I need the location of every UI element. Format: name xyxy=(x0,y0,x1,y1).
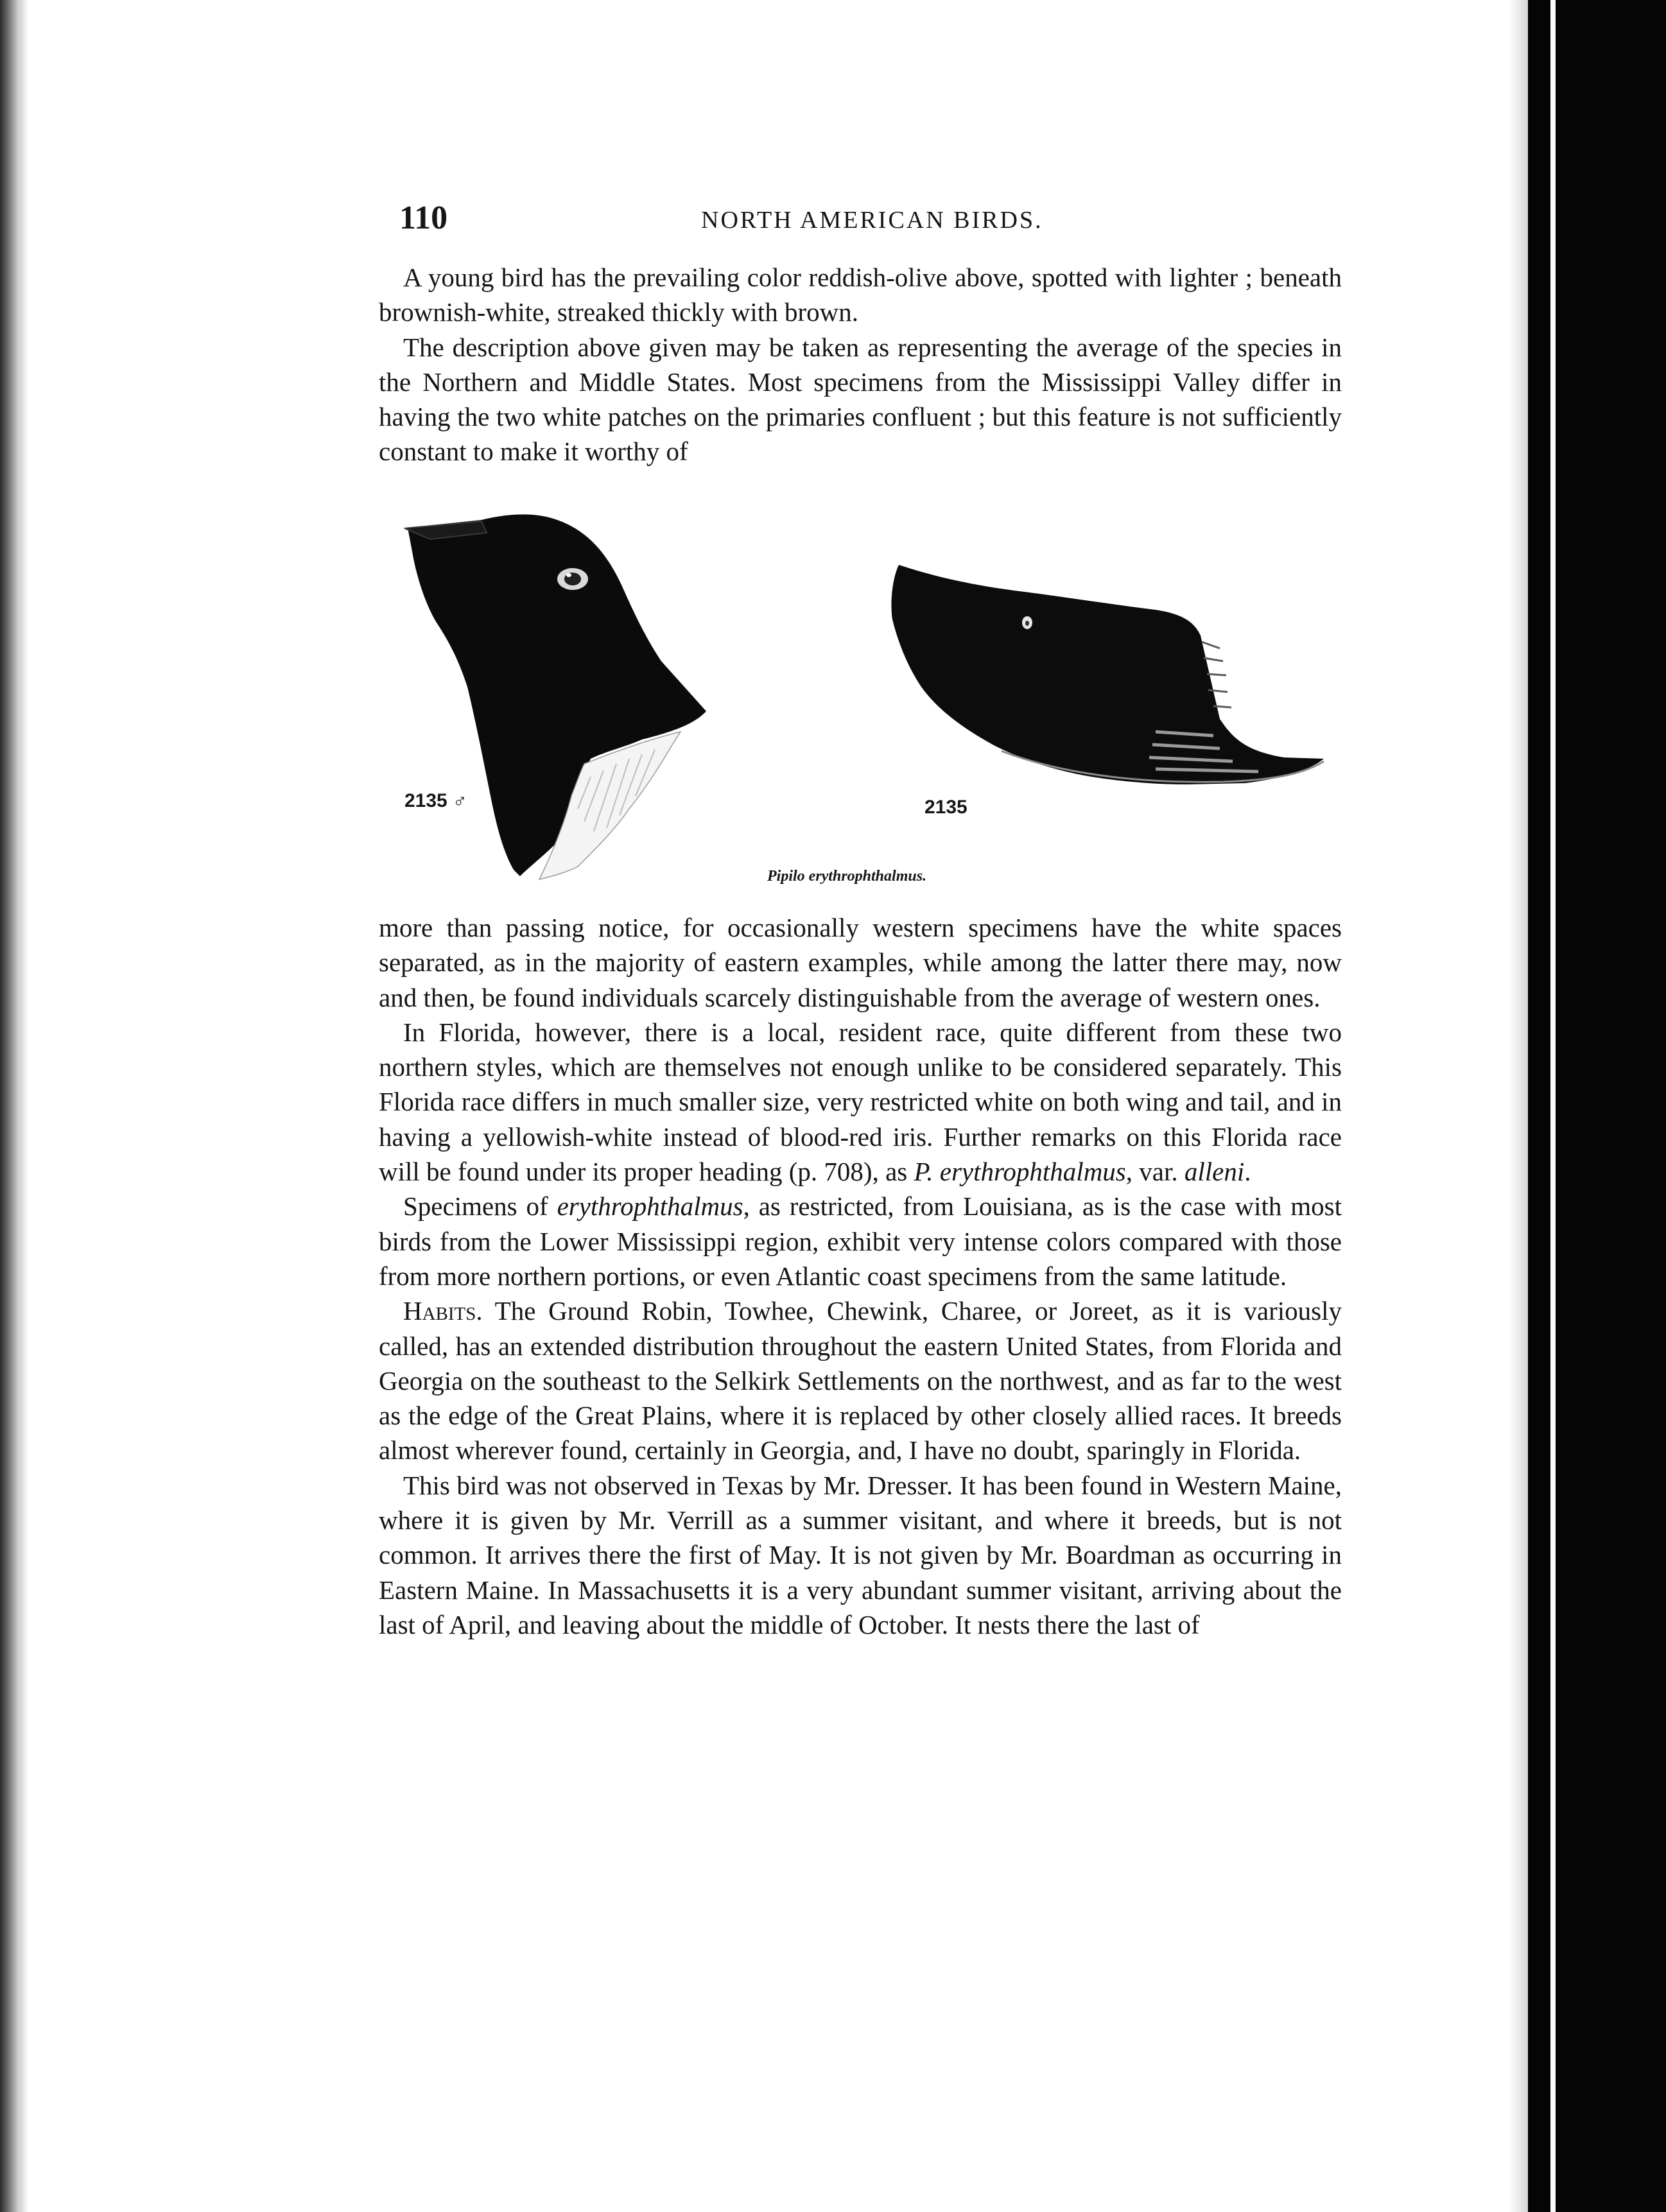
paragraph-florida xyxy=(379,1015,1342,1189)
scan-dark-margin xyxy=(1528,0,1666,2212)
scan-page-shadow xyxy=(1509,0,1528,2212)
paragraph-louisiana xyxy=(379,1189,1342,1293)
figure-number-right: 2135 xyxy=(924,797,967,818)
scan-binding-edge xyxy=(0,0,19,2212)
florida-species-name: P. erythrophthalmus xyxy=(914,1157,1126,1187)
male-head-illustration xyxy=(408,514,706,876)
louisiana-start: Specimens of xyxy=(403,1191,557,1222)
louisiana-text: , as restricted, from Louisiana, as is the case with most birds from the Lower Mississippi region, exhibit very intense colors compared with those from more northern portions, or even Atlantic coast specimens from the same latitude. xyxy=(379,1191,1342,1291)
paragraph-habits xyxy=(379,1293,1342,1467)
page-header xyxy=(399,193,1333,244)
scan-binding-shadow xyxy=(19,0,28,2212)
text-block-bottom xyxy=(379,910,1342,1642)
paragraph-young-bird: A young bird has the prevailing color reddish-olive above, spotted with lighter ; beneath brownish-white, streaked thickly with brown. xyxy=(379,263,1342,327)
habits-heading: Habits. xyxy=(403,1296,483,1326)
habits-text: The Ground Robin, Towhee, Chewink, Charee, or Joreet, as it is variously called, has an extended distribution throughout the eastern United States, from Florida and Georgia on the southeast to the Selkirk Settlements on the northwest, and as far to the west as the edge of the Great Plains, where it is replaced by other closely allied races. It breeds almost wherever found, certainly in Georgia, and, I have no doubt, sparingly in Florida. xyxy=(379,1296,1342,1465)
scan-next-page-edge xyxy=(1550,0,1556,2212)
profile-head-illustration xyxy=(891,565,1324,784)
paragraph-final: This bird was not observed in Texas by Mr. Dresser. It has been found in Western Maine, where it is given by Mr. Verrill as a summer visitant, and where it breeds, but is not common. It arrives there the first of May. It is not given by Mr. Boardman as occurring in Eastern Maine. In Massachusetts it is a very abundant summer visitant, arriving about the last of April, and leaving about the middle of October. It nests there the last of xyxy=(379,1470,1342,1639)
running-head: NORTH AMERICAN BIRDS. xyxy=(701,207,1043,234)
paragraph-description: The description above given may be taken as representing the average of the species in the Northern and Middle States. Most specimens from the Mississippi Valley differ in having the two white patches on the primaries confluent ; but this feature is not sufficiently constant to make it worthy of xyxy=(379,332,1342,467)
text-block-top xyxy=(379,260,1342,469)
bird-head-figure xyxy=(385,507,1361,892)
florida-variety-prefix: , var. xyxy=(1125,1157,1184,1187)
louisiana-species-name: erythrophthalmus xyxy=(557,1191,743,1222)
paragraph-continued: more than passing notice, for occasionally western specimens have the white spaces separated, as in the majority of eastern examples, while among the latter there may, now and then, be found individuals scarcely distinguishable from the average of western ones. xyxy=(379,913,1342,1012)
page-number: 110 xyxy=(399,200,448,236)
florida-text: In Florida, however, there is a local, resident race, quite different from these two northern styles, which are themselves not enough unlike to be considered separately. This Florida race differs in much smaller size, very restricted white on both wing and tail, and in having a yellowish-white instead of blood-red iris. Further remarks on this Florida race will be found under its proper heading (p. 708), as xyxy=(379,1017,1342,1187)
figure-caption: Pipilo erythrophthalmus. xyxy=(767,868,927,885)
bird-heads-illustration xyxy=(385,507,1361,892)
florida-period: . xyxy=(1244,1157,1251,1187)
figure-number-left: 2135 ♂ xyxy=(404,790,467,811)
florida-variety-name: alleni xyxy=(1184,1157,1245,1187)
